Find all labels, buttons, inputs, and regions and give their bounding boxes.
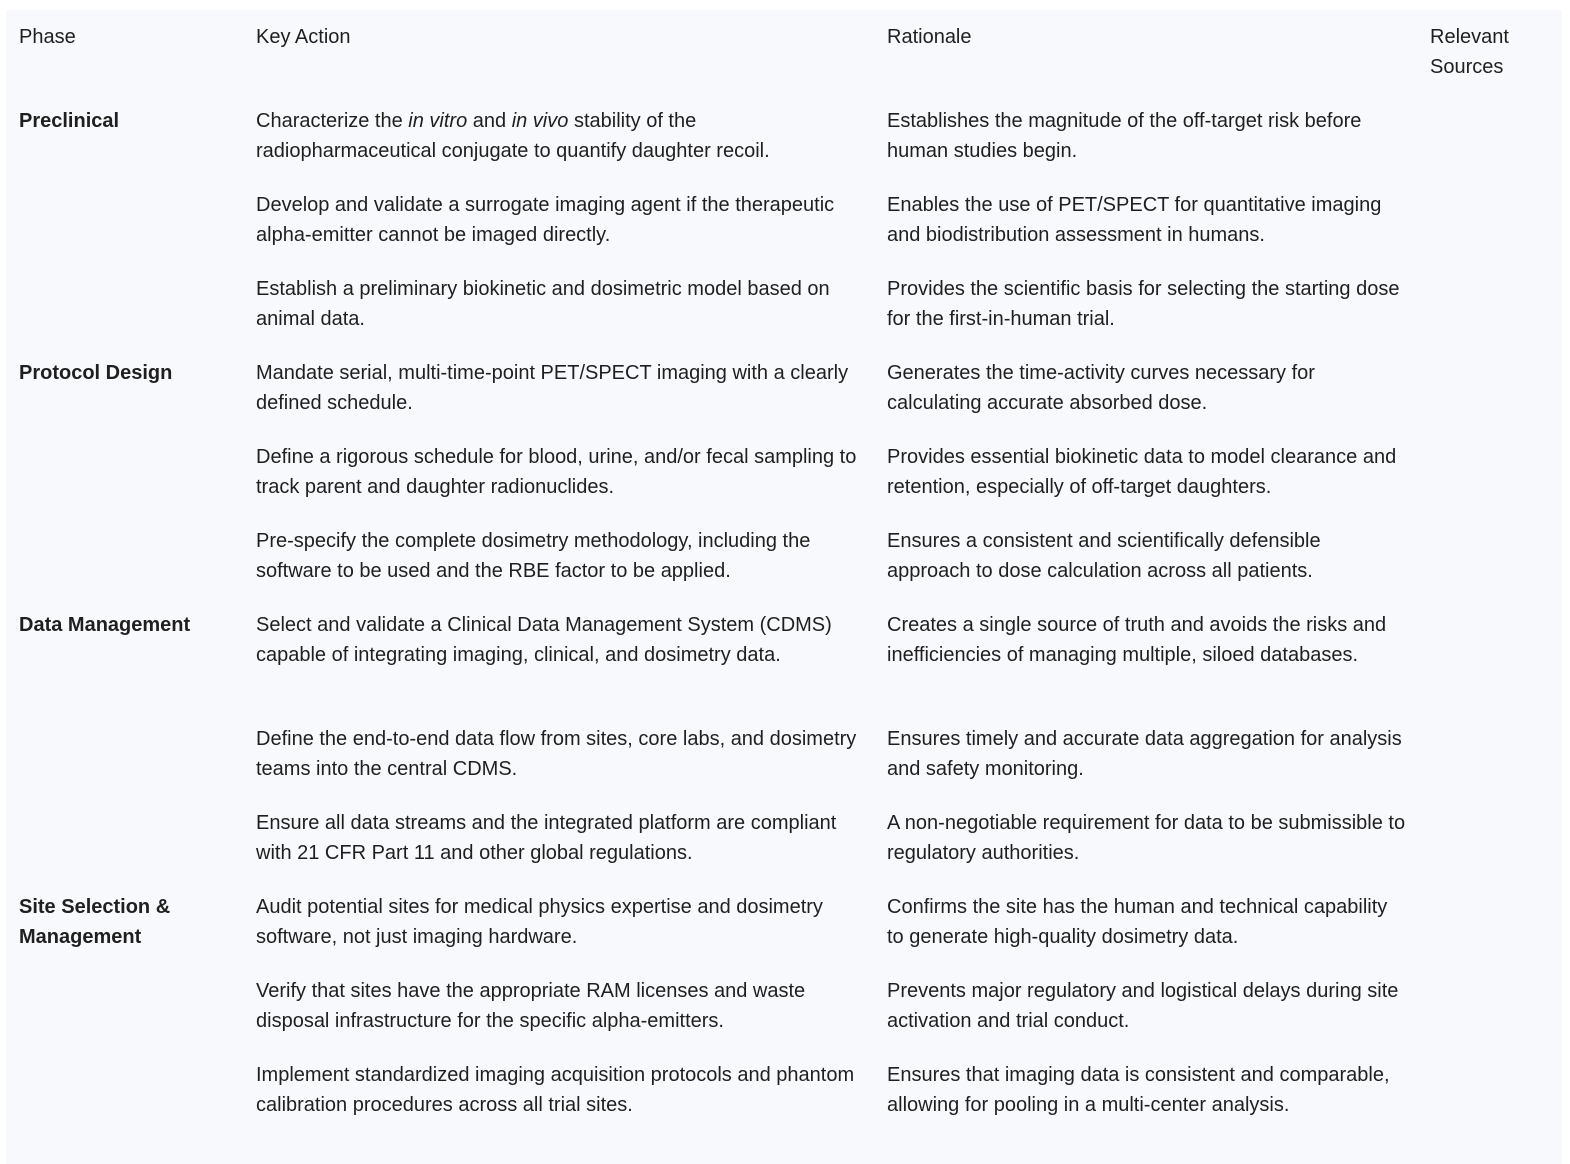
key-action-cell: Implement standardized imaging acquisition protocols and phantom calibration procedures across all trial sites. <box>256 1064 855 1116</box>
rationale-cell: A non-negotiable requirement for data to be submissible to regulatory authorities. <box>887 812 1406 864</box>
phase-label: Data Management <box>19 614 191 636</box>
phase-label: Site Selection & Management <box>19 896 171 948</box>
header-sources-line1: Relevant <box>1430 26 1509 48</box>
key-action-cell: Mandate serial, multi-time-point PET/SPECT imaging with a clearly defined schedule. <box>256 362 849 414</box>
rationale-cell: Establishes the magnitude of the off-target risk before human studies begin. <box>887 110 1362 162</box>
action-text: stability of the radiopharmaceutical conjugate to quantify daughter recoil. <box>256 110 770 162</box>
key-action-cell <box>256 106 861 166</box>
phase-label: Preclinical <box>19 110 120 132</box>
phase-label: Protocol Design <box>19 362 173 384</box>
key-action-cell: Define a rigorous schedule for blood, urine, and/or fecal sampling to track parent and daughter radionuclides. <box>256 446 857 498</box>
key-action-cell: Ensure all data streams and the integrated platform are compliant with 21 CFR Part 11 and other global regulations. <box>256 812 837 864</box>
rationale-cell: Enables the use of PET/SPECT for quantitative imaging and biodistribution assessment in humans. <box>887 194 1382 246</box>
rationale-cell: Confirms the site has the human and technical capability to generate high-quality dosimetry data. <box>887 896 1388 948</box>
header-relevant-sources <box>1430 22 1550 82</box>
dosimetry-table <box>6 10 1562 1164</box>
key-action-cell: Verify that sites have the appropriate RAM licenses and waste disposal infrastructure for the specific alpha-emitters. <box>256 980 806 1032</box>
header-phase: Phase <box>19 26 76 48</box>
rationale-cell: Ensures a consistent and scientifically defensible approach to dose calculation across all patients. <box>887 530 1321 582</box>
rationale-cell: Generates the time-activity curves necessary for calculating accurate absorbed dose. <box>887 362 1315 414</box>
header-sources-line2: Sources <box>1430 56 1504 78</box>
rationale-cell: Ensures timely and accurate data aggregation for analysis and safety monitoring. <box>887 728 1402 780</box>
key-action-cell: Pre-specify the complete dosimetry methodology, including the software to be used and the RBE factor to be applied. <box>256 530 811 582</box>
key-action-cell: Define the end-to-end data flow from sites, core labs, and dosimetry teams into the central CDMS. <box>256 728 857 780</box>
header-rationale: Rationale <box>887 26 972 48</box>
action-text: and <box>467 110 512 132</box>
action-italic-term: in vitro <box>408 110 468 132</box>
rationale-cell: Prevents major regulatory and logistical delays during site activation and trial conduct. <box>887 980 1399 1032</box>
rationale-cell: Provides essential biokinetic data to model clearance and retention, especially of off-target daughters. <box>887 446 1397 498</box>
key-action-cell: Select and validate a Clinical Data Management System (CDMS) capable of integrating imaging, clinical, and dosimetry data. <box>256 614 832 666</box>
rationale-cell: Provides the scientific basis for selecting the starting dose for the first-in-human trial. <box>887 278 1400 330</box>
action-italic-term: in vivo <box>511 110 569 132</box>
rationale-cell: Creates a single source of truth and avoids the risks and inefficiencies of managing multiple, siloed databases. <box>887 614 1387 666</box>
key-action-cell: Develop and validate a surrogate imaging agent if the therapeutic alpha-emitter cannot be imaged directly. <box>256 194 835 246</box>
rationale-cell: Ensures that imaging data is consistent and comparable, allowing for pooling in a multi-center analysis. <box>887 1064 1390 1116</box>
key-action-cell: Establish a preliminary biokinetic and dosimetric model based on animal data. <box>256 278 830 330</box>
key-action-cell: Audit potential sites for medical physics expertise and dosimetry software, not just imaging hardware. <box>256 896 823 948</box>
action-text: Characterize the <box>256 110 409 132</box>
header-key-action: Key Action <box>256 26 351 48</box>
